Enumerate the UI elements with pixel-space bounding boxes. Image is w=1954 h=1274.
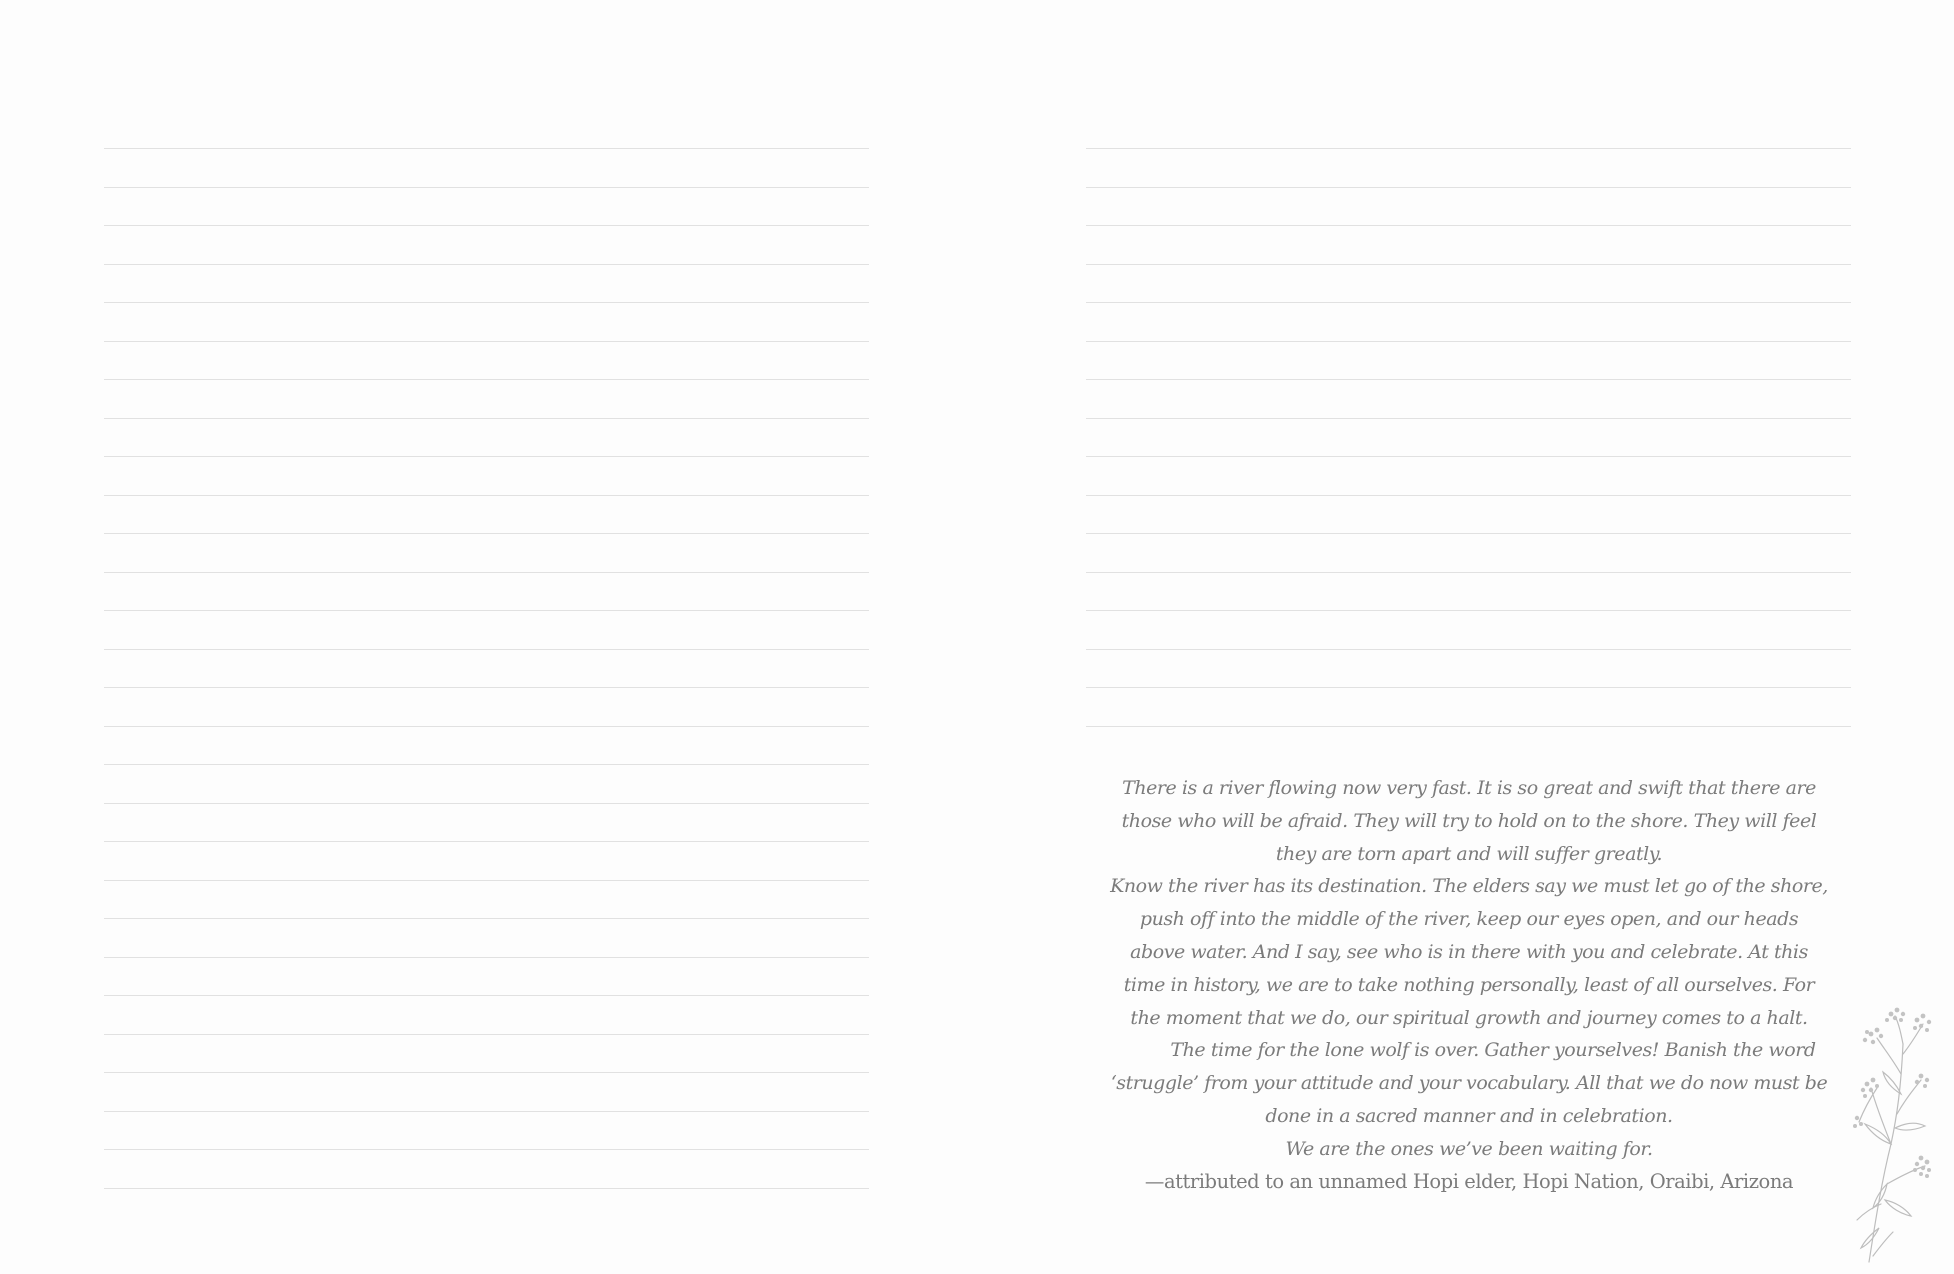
quote-paragraph: The time for the lone wolf is over. Gather yourselves! Banish the word ‘struggle’ from your attitude and your vocabulary. All that we do now must be done in a sacred manner and in celebration. (1110, 1039, 1828, 1127)
ruled-line (104, 880, 869, 881)
ruled-line (1086, 148, 1851, 149)
ruled-line (104, 918, 869, 919)
quote-block (1110, 772, 1828, 1166)
ruled-line (104, 225, 869, 226)
right-page (977, 0, 1954, 1274)
ruled-line (1086, 456, 1851, 457)
ruled-line (104, 572, 869, 573)
ruled-line (104, 1111, 869, 1112)
ruled-line (1086, 649, 1851, 650)
ruled-line (104, 495, 869, 496)
ruled-line (104, 995, 869, 996)
ruled-line (104, 379, 869, 380)
ruled-line (104, 841, 869, 842)
ruled-line (104, 1188, 869, 1189)
ruled-line (1086, 495, 1851, 496)
ruled-line (104, 187, 869, 188)
ruled-line (104, 302, 869, 303)
ruled-line (104, 418, 869, 419)
ruled-line (104, 687, 869, 688)
wildflower-sprig-icon (1851, 1004, 1935, 1266)
ruled-line (1086, 379, 1851, 380)
ruled-line (1086, 610, 1851, 611)
quote-closing-line: We are the ones we’ve been waiting for. (1285, 1137, 1653, 1160)
ruled-line (104, 610, 869, 611)
ruled-line (104, 533, 869, 534)
ruled-line (104, 649, 869, 650)
quote-attribution: —attributed to an unnamed Hopi elder, Hopi Nation, Oraibi, Arizona (1144, 1170, 1794, 1193)
quote-paragraph: Know the river has its destination. The elders say we must let go of the shore, push off into the middle of the river, keep our eyes open, and our heads above water. And I say, see who is in there with you and celebrate. At this time in history, we are to take nothing personally, least of all ourselves. For the moment that we do, our spiritual growth and journey comes to a halt. (1110, 875, 1828, 1029)
ruled-line (1086, 187, 1851, 188)
ruled-line (104, 456, 869, 457)
ruled-line (104, 764, 869, 765)
ruled-line (1086, 687, 1851, 688)
ruled-line (104, 1034, 869, 1035)
ruled-line (1086, 341, 1851, 342)
ruled-line (104, 264, 869, 265)
ruled-line (1086, 726, 1851, 727)
ruled-line (1086, 418, 1851, 419)
ruled-line (1086, 264, 1851, 265)
ruled-line (104, 1072, 869, 1073)
ruled-line (104, 148, 869, 149)
ruled-line (104, 726, 869, 727)
ruled-line (1086, 302, 1851, 303)
ruled-line (104, 341, 869, 342)
ruled-line (1086, 533, 1851, 534)
ruled-line (104, 803, 869, 804)
ruled-line (104, 957, 869, 958)
ruled-line (1086, 572, 1851, 573)
ruled-line (104, 1149, 869, 1150)
ruled-line (1086, 225, 1851, 226)
quote-paragraph: There is a river flowing now very fast. It is so great and swift that there are those who will be afraid. They will try to hold on to the shore. They will feel they are torn apart and will suffer greatly. (1121, 777, 1817, 865)
